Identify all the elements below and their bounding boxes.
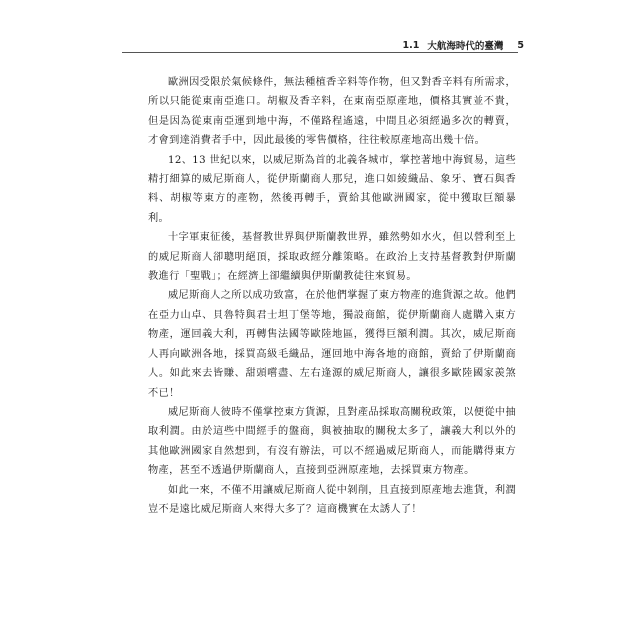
- paragraph: 歐洲因受限於氣候條件，無法種植香辛料等作物，但又對香辛料有所需求，所以只能從東南亞進口。胡椒及香辛料，在東南亞原產地，價格其實並不貴，但是因為從東南亞運到地中海，不僅路程遙遠，中間且必須經過多次的轉賣，才會到達消費者手中，因此最後的零售價格，往往較原產地高出幾十倍。: [148, 77, 516, 147]
- section-title: 大航海時代的臺灣: [427, 41, 504, 52]
- body-text: [148, 73, 516, 519]
- running-header: [403, 38, 524, 52]
- paragraph: 十字軍東征後，基督教世界與伊斯蘭教世界，雖然勢如水火，但以營利至上的威尼斯商人卻聰明絕頂，採取政經分離策略。在政治上支持基督教對伊斯蘭教進行「聖戰」；在經濟上卻繼續與伊斯蘭教徒往來貿易。: [148, 232, 516, 283]
- header-rule: [122, 52, 518, 53]
- paragraph: 如此一來，不僅不用讓威尼斯商人從中剝削，且直接到原產地去進貨，利潤豈不是遠比威尼斯商人來得大多了？這商機實在太誘人了！: [148, 484, 516, 515]
- paragraph: 威尼斯商人之所以成功致富，在於他們掌握了東方物產的進貨源之故。他們在亞力山卓、貝魯特與君士坦丁堡等地，獨設商館，從伊斯蘭商人處購入東方物產，運回義大利，再轉售法國等歐陸地區，獲得巨額利潤。其次，威尼斯商人再向歐洲各地，採買高級毛織品，運回地中海各地的商館，賣給了伊斯蘭商人。如此來去皆賺、甜頭嚐盡、左右逢源的威尼斯商人，讓很多歐陸國家羨煞不已！: [148, 290, 516, 399]
- page-number: 5: [517, 39, 524, 51]
- paragraph: 12、13 世紀以來，以威尼斯為首的北義各城市，掌控著地中海貿易，這些精打細算的威尼斯商人，從伊斯蘭商人那兒，進口如綾織品、象牙、寶石與香料、胡椒等東方的產物，然後再轉手，賣給其他歐洲國家，從中獲取巨額暴利。: [148, 154, 516, 224]
- section-number: 1.1: [402, 39, 420, 51]
- paragraph: 威尼斯商人彼時不僅掌控東方貨源，且對產品採取高關稅政策，以便從中抽取利潤。由於這些中間經手的盤商，與被抽取的關稅太多了，讓義大利以外的其他歐洲國家自然想到，有沒有辦法，可以不經過威尼斯商人，而能購得東方物產，甚至不透過伊斯蘭商人，直接到亞洲原產地，去採買東方物產。: [148, 406, 516, 477]
